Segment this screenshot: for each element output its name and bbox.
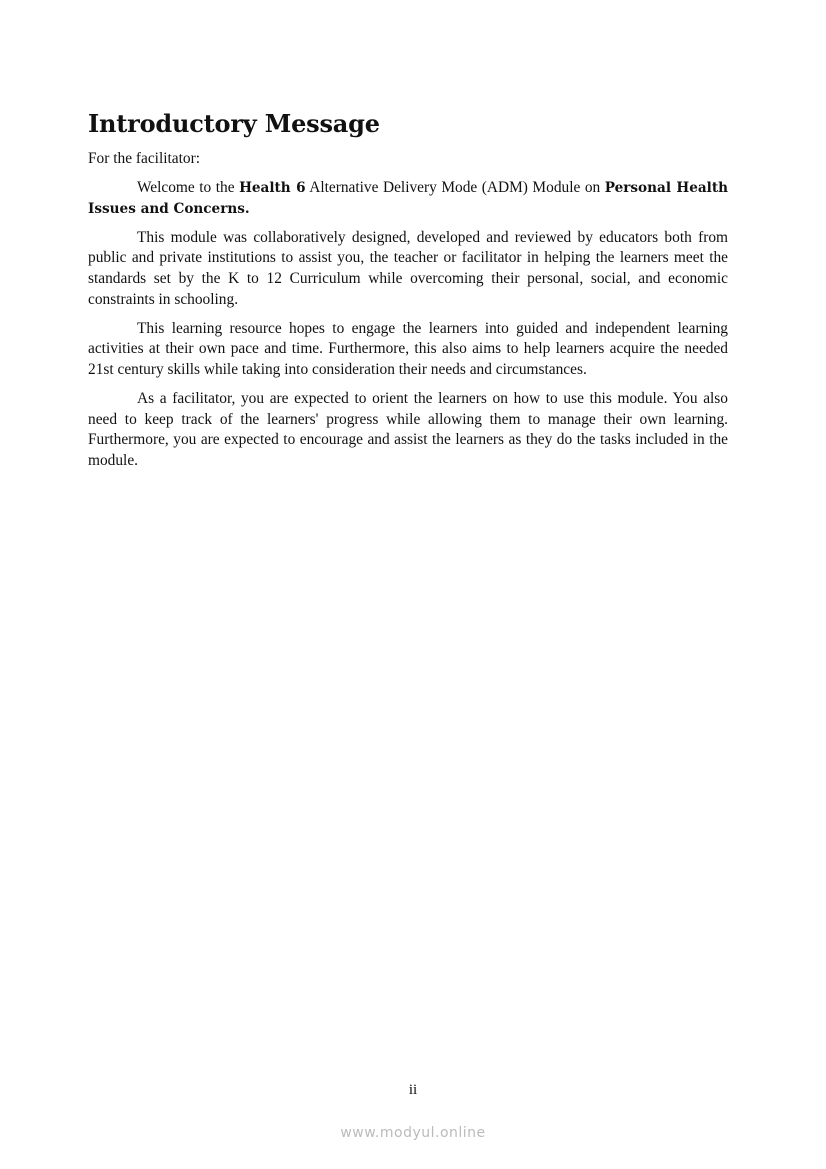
module-title: Personal Health Issues and Concerns. (88, 180, 729, 217)
subject-name: Health 6 (239, 180, 306, 197)
page-title: Introductory Message (88, 109, 380, 138)
paragraph: This module was collaboratively designed, developed and reviewed by educators both from public and private institutions to assist you, the teacher or facilitator in helping the learners meet the standards set by the K to 12 Curriculum while overcoming their personal, social, and economic constraints in schooling. (88, 228, 728, 308)
salutation: For the facilitator: (88, 150, 200, 167)
text: Alternative Delivery Mode (ADM) Module on (305, 179, 605, 197)
paragraph: This learning resource hopes to engage the learners into guided and independent learning activities at their own pace and time. Furthermore, this also aims to help learners acquire the needed 21st century skills while taking into consideration their needs and circumstances. (88, 319, 728, 378)
page-number: ii (408, 1082, 418, 1098)
text: Welcome to the (137, 179, 240, 197)
paragraph: As a facilitator, you are expected to orient the learners on how to use this module. You also need to keep track of the learners' progress while allowing them to manage their own learning. Furthermore, you are expected to encourage and assist the learners as they do the tasks included in the module. (88, 389, 728, 469)
watermark: www.modyul.online (340, 1125, 486, 1141)
document-body (88, 108, 728, 480)
paragraph-welcome (88, 178, 728, 219)
